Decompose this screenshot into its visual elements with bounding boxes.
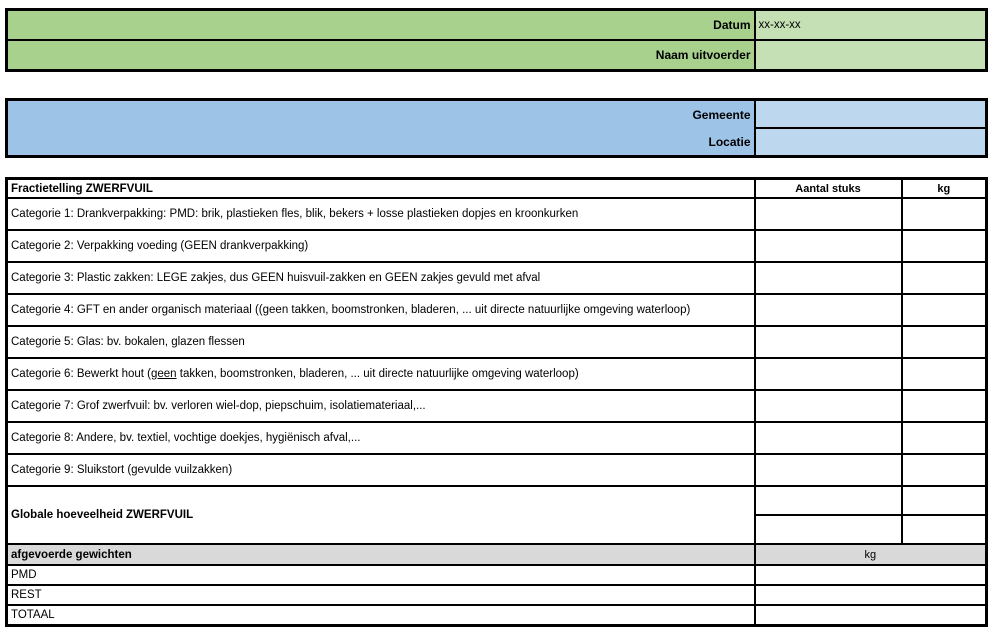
count-cell[interactable]	[755, 198, 902, 230]
category-label: Categorie 1: Drankverpakking: PMD: brik, plastieken fles, blik, bekers + losse plastieken dopjes en kroonkurken	[7, 198, 755, 230]
category-label: Categorie 3: Plastic zakken: LEGE zakjes, dus GEEN huisvuil-zakken en GEEN zakjes gevuld met afval	[7, 262, 755, 294]
weight-row-pmd	[7, 565, 987, 585]
kg-cell[interactable]	[902, 294, 987, 326]
category-label: Categorie 2: Verpakking voeding (GEEN drankverpakking)	[7, 230, 755, 262]
count-cell[interactable]	[755, 422, 902, 454]
category-row-6	[7, 358, 987, 390]
kg-cell[interactable]	[902, 454, 987, 486]
category-6-suffix: takken, boomstronken, bladeren, ... uit directe natuurlijke omgeving waterloop)	[176, 368, 579, 380]
kg-cell[interactable]	[902, 326, 987, 358]
column-header-aantal-stuks: Aantal stuks	[755, 179, 902, 199]
kg-cell[interactable]	[902, 198, 987, 230]
location-section	[5, 98, 988, 158]
category-row-2	[7, 230, 987, 262]
locatie-row	[7, 128, 987, 157]
category-6-underlined-word: geen	[151, 368, 177, 380]
naam-uitvoerder-value-cell[interactable]	[755, 40, 987, 71]
total-kg-cell-1[interactable]	[902, 486, 987, 515]
category-label: Categorie 4: GFT en ander organisch materiaal ((geen takken, boomstronken, bladeren, ... uit directe natuurlijke omgeving waterloop)	[7, 294, 755, 326]
category-label: Categorie 8: Andere, bv. textiel, vochtige doekjes, hygiënisch afval,...	[7, 422, 755, 454]
category-label: Categorie 9: Sluikstort (gevulde vuilzakken)	[7, 454, 755, 486]
fraction-table	[5, 177, 988, 627]
category-row-8	[7, 422, 987, 454]
weights-unit-header: kg	[755, 544, 987, 565]
weights-header-row	[7, 544, 987, 565]
category-row-7	[7, 390, 987, 422]
global-total-row-1	[7, 486, 987, 515]
category-row-3	[7, 262, 987, 294]
category-row-4	[7, 294, 987, 326]
datum-row	[7, 10, 987, 41]
datum-label: Datum	[7, 10, 755, 41]
count-cell[interactable]	[755, 294, 902, 326]
kg-cell[interactable]	[902, 422, 987, 454]
totaal-value-cell[interactable]	[755, 605, 987, 626]
pmd-label: PMD	[7, 565, 755, 585]
gemeente-label: Gemeente	[7, 100, 755, 129]
naam-uitvoerder-label: Naam uitvoerder	[7, 40, 755, 71]
count-cell[interactable]	[755, 326, 902, 358]
count-cell[interactable]	[755, 390, 902, 422]
naam-uitvoerder-row	[7, 40, 987, 71]
count-cell[interactable]	[755, 262, 902, 294]
column-header-kg: kg	[902, 179, 987, 199]
kg-cell[interactable]	[902, 262, 987, 294]
gemeente-value-cell[interactable]	[755, 100, 987, 129]
global-total-label: Globale hoeveelheid ZWERFVUIL	[7, 486, 755, 544]
kg-cell[interactable]	[902, 358, 987, 390]
category-label: Categorie 5: Glas: bv. bokalen, glazen flessen	[7, 326, 755, 358]
rest-label: REST	[7, 585, 755, 605]
fraction-table-title: Fractietelling ZWERFVUIL	[7, 179, 755, 199]
kg-cell[interactable]	[902, 230, 987, 262]
pmd-value-cell[interactable]	[755, 565, 987, 585]
category-label	[7, 358, 755, 390]
rest-value-cell[interactable]	[755, 585, 987, 605]
category-row-5	[7, 326, 987, 358]
category-label: Categorie 7: Grof zwerfvuil: bv. verloren wiel-dop, piepschuim, isolatiemateriaal,...	[7, 390, 755, 422]
weight-row-rest	[7, 585, 987, 605]
count-cell[interactable]	[755, 454, 902, 486]
total-count-cell-1[interactable]	[755, 486, 902, 515]
category-6-prefix: Categorie 6: Bewerkt hout (	[11, 368, 151, 380]
kg-cell[interactable]	[902, 390, 987, 422]
total-kg-cell-2[interactable]	[902, 515, 987, 544]
locatie-label: Locatie	[7, 128, 755, 157]
total-count-cell-2[interactable]	[755, 515, 902, 544]
category-row-1	[7, 198, 987, 230]
gemeente-row	[7, 100, 987, 129]
totaal-label: TOTAAL	[7, 605, 755, 626]
category-row-9	[7, 454, 987, 486]
weight-row-totaal	[7, 605, 987, 626]
date-section	[5, 8, 988, 72]
count-cell[interactable]	[755, 230, 902, 262]
weights-section-title: afgevoerde gewichten	[7, 544, 755, 565]
datum-value-cell[interactable]: xx-xx-xx	[755, 10, 987, 41]
fraction-header-row	[7, 179, 987, 199]
locatie-value-cell[interactable]	[755, 128, 987, 157]
count-cell[interactable]	[755, 358, 902, 390]
